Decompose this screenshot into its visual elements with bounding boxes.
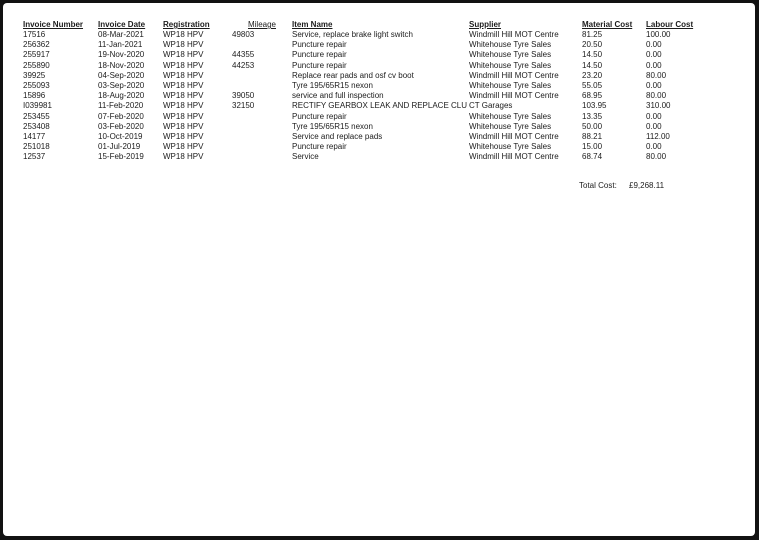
- cell-mileage: 44253: [232, 60, 255, 70]
- cell-mileage: [232, 40, 292, 50]
- cell-registration: WP18 HPV: [163, 40, 204, 50]
- cell-material-cost: 15.00: [582, 142, 603, 152]
- cell-supplier: Whitehouse Tyre Sales: [469, 40, 552, 50]
- cell-invoice-date: 07-Feb-2020: [98, 111, 144, 121]
- cell-supplier: Whitehouse Tyre Sales: [469, 60, 552, 70]
- cell-material-cost: 55.05: [582, 81, 603, 91]
- cell-material-cost: 81.25: [582, 30, 603, 39]
- cell-invoice-number: 14177: [23, 132, 46, 142]
- cell-registration: WP18 HPV: [163, 81, 204, 91]
- cell-item-name: Puncture repair: [292, 142, 347, 152]
- header-mileage: Mileage: [247, 20, 276, 29]
- cell-invoice-number: 17516: [23, 30, 46, 39]
- cell-registration: WP18 HPV: [163, 152, 204, 162]
- cell-mileage: [232, 112, 292, 122]
- cell-mileage: [232, 142, 292, 152]
- cell-invoice-date: 04-Sep-2020: [98, 70, 145, 80]
- cell-registration: WP18 HPV: [163, 60, 204, 70]
- document-page: [3, 3, 755, 536]
- table-row: [23, 40, 706, 50]
- cell-material-cost: 88.21: [582, 132, 603, 142]
- cell-invoice-date: 03-Sep-2020: [98, 81, 145, 91]
- cell-mileage: [232, 132, 292, 142]
- cell-invoice-date: 11-Feb-2020: [98, 101, 144, 111]
- cell-material-cost: 13.35: [582, 111, 603, 121]
- table-row: [23, 81, 706, 91]
- cell-item-name: service and full inspection: [292, 91, 384, 101]
- table-row: [23, 152, 706, 162]
- cell-invoice-number: I039981: [23, 101, 52, 111]
- cell-mileage: [232, 152, 292, 162]
- cell-supplier: CT Garages: [469, 101, 513, 111]
- cell-invoice-number: 15896: [23, 91, 46, 101]
- cell-material-cost: 14.50: [582, 50, 603, 60]
- header-labour-cost: Labour Cost: [646, 20, 694, 29]
- cell-supplier: Windmill Hill MOT Centre: [469, 70, 559, 80]
- cell-supplier: Whitehouse Tyre Sales: [469, 142, 552, 152]
- cell-invoice-date: 18-Aug-2020: [98, 91, 145, 101]
- cell-labour-cost: 0.00: [646, 60, 662, 70]
- cell-invoice-number: 251018: [23, 142, 50, 152]
- cell-invoice-date: 18-Nov-2020: [98, 60, 145, 70]
- cell-labour-cost: 0.00: [646, 50, 662, 60]
- cell-material-cost: 68.95: [582, 91, 603, 101]
- cell-material-cost: 20.50: [582, 40, 603, 50]
- cell-item-name: Service, replace brake light switch: [292, 30, 413, 39]
- cell-labour-cost: 0.00: [646, 40, 662, 50]
- invoice-rows: [23, 30, 706, 163]
- cell-mileage: [232, 71, 292, 81]
- cell-registration: WP18 HPV: [163, 50, 204, 60]
- header-item-name: Item Name: [292, 20, 333, 29]
- table-row: [23, 61, 706, 71]
- cell-supplier: Whitehouse Tyre Sales: [469, 121, 552, 131]
- cell-registration: WP18 HPV: [163, 121, 204, 131]
- table-row: [23, 132, 706, 142]
- cell-mileage: [232, 81, 292, 91]
- table-row: [23, 142, 706, 152]
- table-header-row: [23, 19, 706, 30]
- cell-invoice-date: 01-Jul-2019: [98, 142, 141, 152]
- cell-labour-cost: 80.00: [646, 152, 667, 162]
- header-invoice-date: Invoice Date: [98, 20, 146, 29]
- cell-item-name: Puncture repair: [292, 50, 347, 60]
- cell-supplier: Windmill Hill MOT Centre: [469, 91, 559, 101]
- cell-invoice-number: 253408: [23, 121, 50, 131]
- cell-invoice-date: 03-Feb-2020: [98, 121, 144, 131]
- header-supplier: Supplier: [469, 20, 502, 29]
- cell-item-name: Service: [292, 152, 319, 162]
- cell-item-name: Service and replace pads: [292, 132, 383, 142]
- cell-labour-cost: 112.00: [646, 132, 670, 142]
- cell-item-name: Puncture repair: [292, 111, 347, 121]
- cell-supplier: Whitehouse Tyre Sales: [469, 111, 552, 121]
- header-registration: Registration: [163, 20, 210, 29]
- cell-invoice-number: 255890: [23, 60, 50, 70]
- cell-item-name: Tyre 195/65R15 nexon: [292, 81, 373, 91]
- cell-invoice-number: 255093: [23, 81, 50, 91]
- cell-registration: WP18 HPV: [163, 91, 204, 101]
- cell-mileage: 44355: [232, 50, 255, 60]
- cell-item-name: Replace rear pads and osf cv boot: [292, 70, 414, 80]
- cell-invoice-number: 39925: [23, 70, 46, 80]
- cell-invoice-number: 12537: [23, 152, 46, 162]
- header-invoice-number: Invoice Number: [23, 20, 84, 29]
- cell-supplier: Windmill Hill MOT Centre: [469, 152, 559, 162]
- header-material-cost: Material Cost: [582, 20, 633, 29]
- cell-registration: WP18 HPV: [163, 101, 204, 111]
- cell-material-cost: 103.95: [582, 101, 607, 111]
- table-row: [23, 91, 706, 101]
- total-cost-label: Total Cost:: [579, 181, 617, 190]
- cell-mileage: 49803: [232, 30, 255, 39]
- table-row: [23, 30, 706, 40]
- total-cost-value: £9,268.11: [629, 181, 665, 190]
- cell-supplier: Whitehouse Tyre Sales: [469, 50, 552, 60]
- cell-labour-cost: 310.00: [646, 101, 671, 111]
- table-row: [23, 112, 706, 122]
- cell-invoice-date: 10-Oct-2019: [98, 132, 143, 142]
- cell-invoice-date: 11-Jan-2021: [98, 40, 143, 50]
- cell-registration: WP18 HPV: [163, 70, 204, 80]
- cell-labour-cost: 0.00: [646, 111, 662, 121]
- cell-invoice-date: 15-Feb-2019: [98, 152, 144, 162]
- table-row: [23, 50, 706, 60]
- cell-labour-cost: 80.00: [646, 70, 667, 80]
- cell-supplier: Whitehouse Tyre Sales: [469, 81, 552, 91]
- cell-labour-cost: 0.00: [646, 121, 662, 131]
- cell-supplier: Windmill Hill MOT Centre: [469, 132, 559, 142]
- cell-item-name: Puncture repair: [292, 60, 347, 70]
- table-row: [23, 101, 706, 111]
- cell-material-cost: 23.20: [582, 70, 603, 80]
- cell-invoice-number: 255917: [23, 50, 50, 60]
- cell-invoice-number: 256362: [23, 40, 50, 50]
- cell-supplier: Windmill Hill MOT Centre: [469, 30, 559, 39]
- cell-registration: WP18 HPV: [163, 30, 204, 39]
- cell-registration: WP18 HPV: [163, 132, 204, 142]
- cell-item-name: RECTIFY GEARBOX LEAK AND REPLACE CLU: [292, 101, 468, 111]
- cell-invoice-date: 19-Nov-2020: [98, 50, 145, 60]
- table-row: [23, 71, 706, 81]
- cell-item-name: Tyre 195/65R15 nexon: [292, 121, 373, 131]
- total-cost: [579, 181, 664, 190]
- cell-item-name: Puncture repair: [292, 40, 347, 50]
- cell-mileage: 39050: [232, 91, 255, 101]
- cell-material-cost: 50.00: [582, 121, 603, 131]
- cell-material-cost: 68.74: [582, 152, 603, 162]
- cell-registration: WP18 HPV: [163, 111, 204, 121]
- cell-invoice-date: 08-Mar-2021: [98, 30, 144, 39]
- cell-labour-cost: 80.00: [646, 91, 667, 101]
- cell-labour-cost: 0.00: [646, 81, 662, 91]
- cell-material-cost: 14.50: [582, 60, 603, 70]
- invoice-table: [23, 19, 706, 163]
- cell-mileage: [232, 122, 292, 132]
- cell-labour-cost: 100.00: [646, 30, 671, 39]
- cell-mileage: 32150: [232, 101, 255, 111]
- cell-invoice-number: 253455: [23, 111, 50, 121]
- cell-labour-cost: 0.00: [646, 142, 662, 152]
- cell-registration: WP18 HPV: [163, 142, 204, 152]
- table-row: [23, 122, 706, 132]
